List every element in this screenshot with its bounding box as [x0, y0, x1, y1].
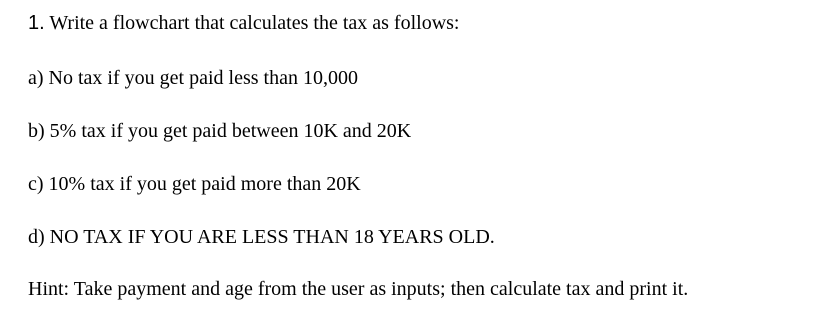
question-prompt: Write a flowchart that calculates the tax as follows: — [49, 12, 460, 34]
question-number: 1. — [28, 12, 45, 34]
condition-text: NO TAX IF YOU ARE LESS THAN 18 YEARS OLD. — [49, 226, 495, 248]
condition-text: 10% tax if you get paid more than 20K — [48, 173, 361, 195]
condition-label: a) — [28, 67, 44, 89]
condition-a — [28, 65, 358, 91]
condition-label: c) — [28, 173, 44, 195]
condition-text: 5% tax if you get paid between 10K and 20K — [49, 120, 412, 142]
question-line — [28, 10, 459, 36]
condition-label: b) — [28, 120, 45, 142]
condition-b — [28, 118, 411, 144]
hint-text: Hint: Take payment and age from the user as inputs; then calculate tax and print it. — [28, 278, 689, 300]
condition-c — [28, 171, 361, 197]
condition-text: No tax if you get paid less than 10,000 — [48, 67, 358, 89]
condition-d — [28, 224, 495, 250]
document — [28, 0, 808, 313]
condition-label: d) — [28, 226, 45, 248]
